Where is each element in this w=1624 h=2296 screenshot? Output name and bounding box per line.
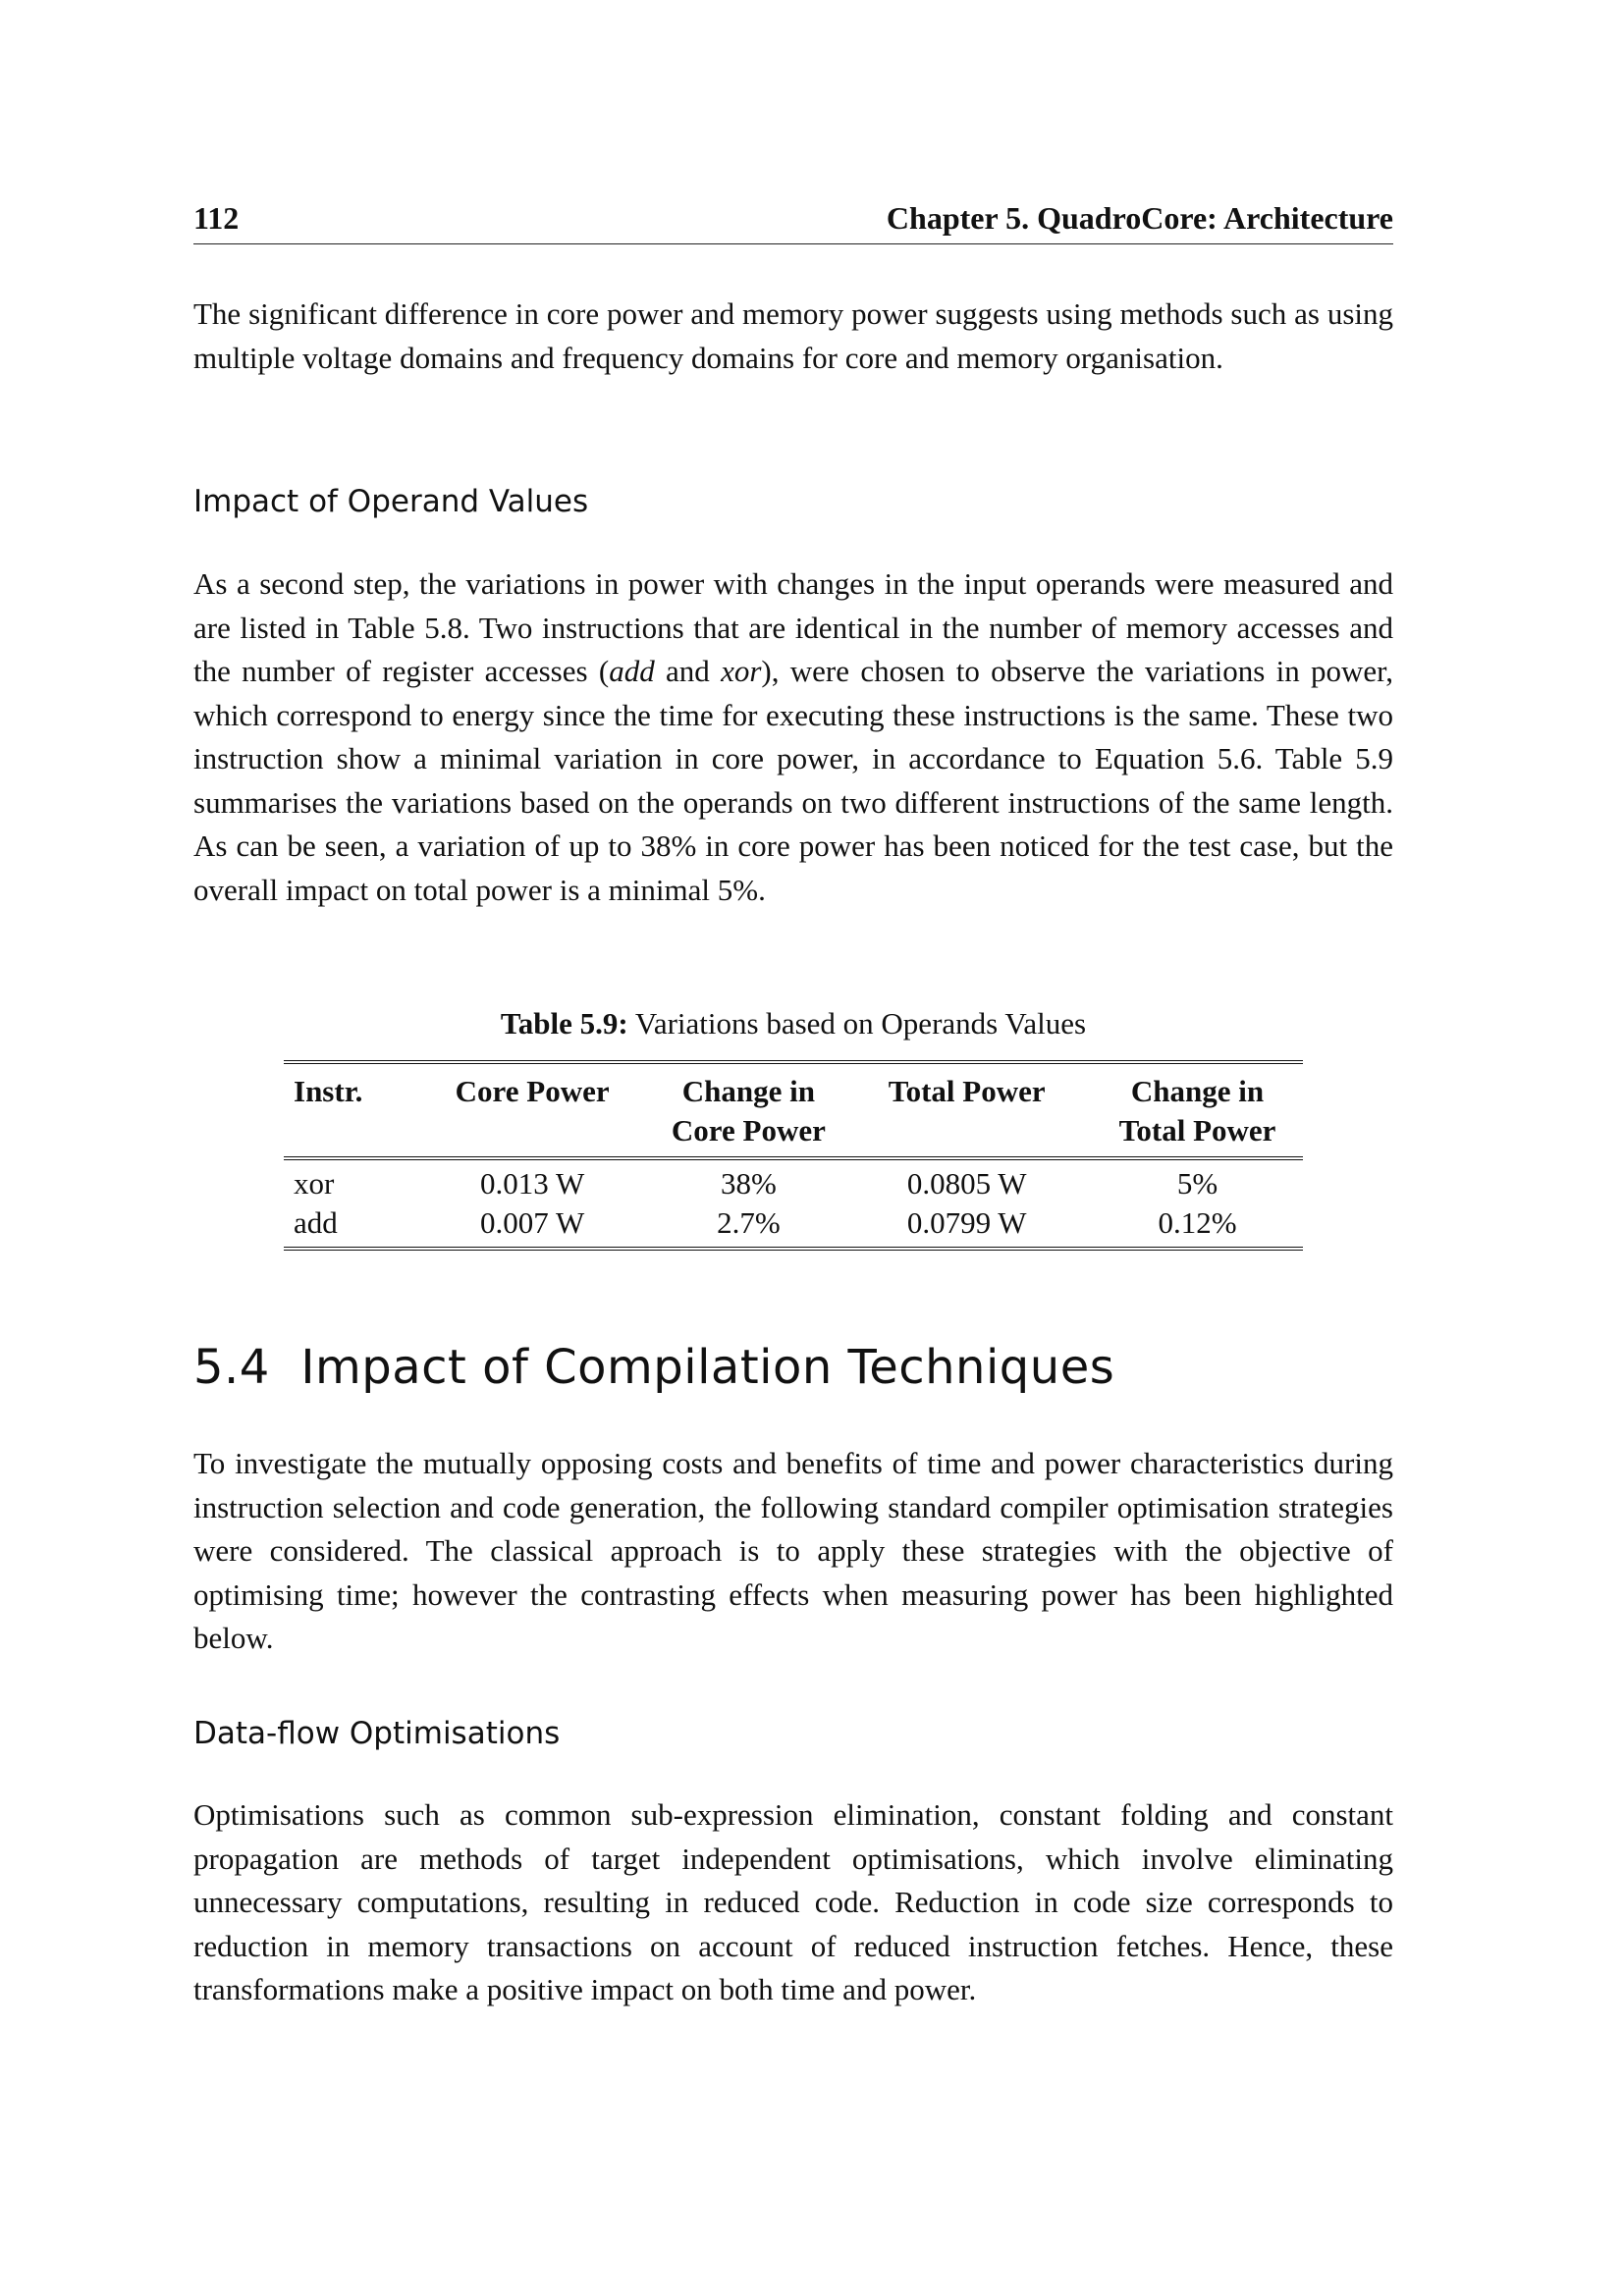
operand-text-part2: and — [654, 654, 722, 688]
dataflow-heading: Data-flow Optimisations — [193, 1716, 561, 1751]
operand-values-paragraph — [193, 562, 1393, 912]
operand-text-part1: As a second step, the variations in power with changes in the input operands were measured and are listed in Table 5.8. Two instructions that are identical in the number of memory accesses and the number of register accesses ( — [193, 566, 1393, 688]
cell-total-power: 0.0799 W — [906, 1205, 1027, 1240]
cell-total-power: 0.0805 W — [906, 1166, 1027, 1201]
cell-core-power: 0.013 W — [480, 1166, 585, 1201]
cell-change-core-power: 38% — [720, 1166, 777, 1201]
cell-core-power: 0.007 W — [480, 1205, 585, 1240]
header-change-total-power: Change in Total Power — [1092, 1062, 1303, 1158]
running-header — [193, 196, 1393, 244]
chapter-title: Chapter 5. QuadroCore: Architecture — [886, 200, 1393, 236]
cell-change-total-power: 0.12% — [1158, 1205, 1237, 1240]
section-5-4-heading: 5.4 Impact of Compilation Techniques — [193, 1340, 1115, 1395]
table-row — [284, 1158, 1303, 1203]
header-core-power: Core Power — [409, 1062, 655, 1158]
table-caption — [193, 1006, 1393, 1041]
table-header-row — [284, 1062, 1303, 1158]
cell-change-total-power: 5% — [1176, 1166, 1218, 1201]
dataflow-paragraph: Optimisations such as common sub-expression elimination, constant folding and constant propagation are methods of target independent optimisations, which involve eliminating unnecessary computations, resulting in reduced code. Reduction in code size corresponds to reduction in memory transactions on account of reduced instruction fetches. Hence, these transformations make a positive impact on both time and power. — [193, 1797, 1393, 2006]
table-container — [284, 1060, 1303, 1251]
table-caption-text: Variations based on Operands Values — [627, 1006, 1087, 1041]
header-instr: Instr. — [284, 1062, 409, 1158]
cell-instr: add — [294, 1205, 338, 1240]
page-number: 112 — [193, 200, 240, 236]
table-caption-label: Table 5.9: — [500, 1006, 628, 1041]
operand-text-part3: ), were chosen to observe the variations in power, which correspond to energy since the time for executing these instructions is the same. These two instruction show a minimal variation in core power, in accordance to Equation 5.6. Table 5.9 summarises the variations based on the operands on two different instructions of the same length. As can be seen, a variation of up to 38% in core power has been noticed for the test case, but the overall impact on total power is a minimal 5%. — [193, 654, 1393, 907]
operand-values-heading: Impact of Operand Values — [193, 484, 589, 519]
intro-paragraph: The significant difference in core power and memory power suggests using methods such as using multiple voltage domains and frequency domains for core and memory organisation. — [193, 296, 1393, 375]
cell-instr: xor — [294, 1166, 335, 1201]
operand-add-term: add — [609, 654, 655, 688]
section-5-4-paragraph: To investigate the mutually opposing costs and benefits of time and power characteristics during instruction selection and code generation, the following standard compiler optimisation strategies were considered. The classical approach is to apply these strategies with the objective of optimising time; however the contrasting effects when measuring power has been highlighted below. — [193, 1446, 1393, 1655]
header-total-power: Total Power — [841, 1062, 1092, 1158]
header-change-core-power: Change in Core Power — [655, 1062, 841, 1158]
operand-variation-table — [284, 1060, 1303, 1251]
cell-change-core-power: 2.7% — [717, 1205, 781, 1240]
table-row — [284, 1203, 1303, 1249]
operand-xor-term: xor — [721, 654, 762, 688]
